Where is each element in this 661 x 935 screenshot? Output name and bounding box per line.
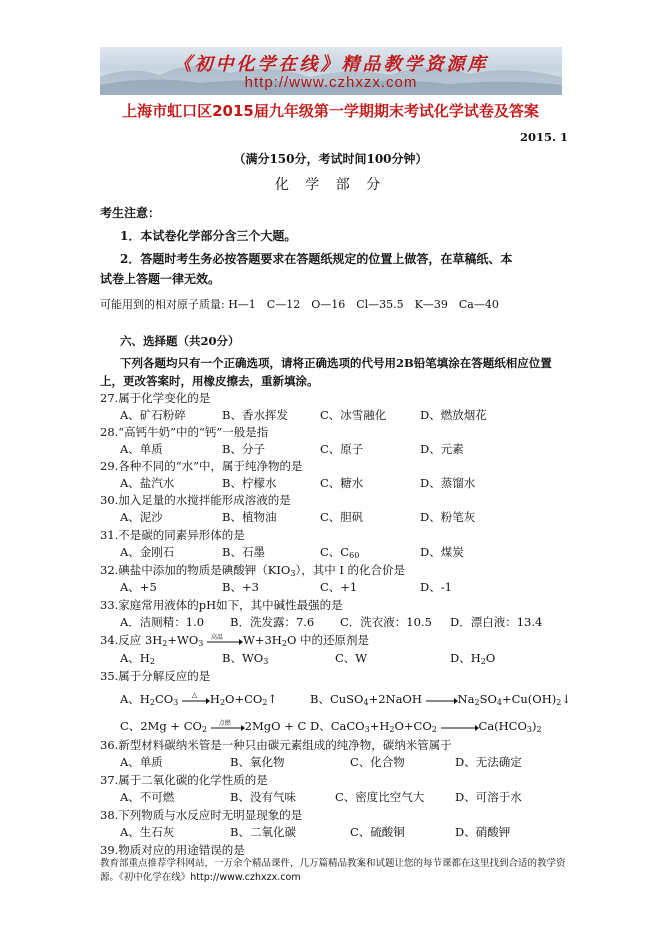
q35-c-sub-2: 2 (201, 725, 208, 734)
q27-option-b: B、香水挥发 (222, 408, 288, 422)
q33-option-d: D．漂白液：13.4 (450, 615, 543, 629)
q32-option-d: D、-1 (420, 580, 452, 594)
q35-a-sub-2b: 2 (219, 698, 226, 707)
q31-stem: 31.不是碳的同素异形体的是 (100, 528, 245, 542)
q30-option-b: B、植物油 (222, 510, 277, 524)
q35-option-b-post: Na (457, 692, 475, 706)
q37-option-b: B、没有气味 (230, 790, 296, 804)
q36-option-b: B、氧化物 (230, 755, 285, 769)
q28-option-c: C、原子 (320, 442, 364, 456)
notice-heading: 考生注意： (100, 206, 161, 220)
q35-d-reaction-arrow (441, 720, 479, 734)
q30-option-d: D、粉笔灰 (420, 510, 476, 524)
q35-option-d: D、$CaCO_3+H_2O+CO_2$ $Ca(HCO_3)_2$ (310, 719, 542, 734)
q35-d-sub-2: 2 (389, 725, 395, 734)
q39-stem: 39.物质对应的用途错误的是 (100, 843, 245, 857)
q35-c-reaction-arrow (211, 720, 245, 734)
q34-sub-2b: 2 (281, 639, 287, 648)
q27-option-d: D、燃放烟花 (420, 408, 487, 422)
q32-option-a: A、+5 (120, 580, 157, 594)
q34-option-b (222, 651, 268, 666)
q35-d-sub-3b: 3 (526, 725, 533, 734)
q34-option-a-text: A、H (120, 651, 150, 665)
part6-heading: 六、选择题（共20分） (120, 334, 240, 348)
q31-option-c (320, 545, 359, 560)
q34-condition: 高温 (211, 634, 224, 641)
footer-note: 教育部重点推荐学科网站，一万余个精品课件，几万篇精品教案和试题让您的每节课都在这里找到合适的教学资源。《初中化学在线》http://www.czhxzx.com (100, 858, 566, 883)
notice-item-1: 1．本试卷化学部分含三个大题。 (120, 229, 297, 243)
q31-option-b: B、石墨 (222, 545, 265, 559)
q38-option-d: D、硝酸钾 (455, 825, 511, 839)
q32-stem-sub: 3 (290, 569, 296, 578)
q35-option-a: A、$H_2CO_3$ △ $H_2O+CO_2↑$ (120, 692, 277, 707)
q29-option-d: D、蒸馏水 (420, 476, 476, 490)
q30-stem: 30.加入足量的水搅拌能形成溶液的是 (100, 493, 291, 507)
q34-sub-3: 3 (198, 639, 204, 648)
q35-a-sub-3: 3 (173, 698, 179, 707)
q35-b-reaction-arrow (426, 693, 458, 707)
q38-option-c: C、硫酸铜 (350, 825, 405, 839)
q34-option-b-text: B、WO (222, 651, 264, 665)
q35-d-sub-2b: 2 (431, 725, 437, 734)
q37-stem: 37.属于二氧化碳的化学性质的是 (100, 773, 268, 787)
q36-option-a: A、单质 (120, 755, 163, 769)
q34-option-b-sub: 3 (263, 657, 269, 666)
q31-option-c-sub: 60 (349, 551, 360, 560)
q35-option-d-pre: D、CaCO (310, 719, 365, 733)
q35-b-sub-2b: 2 (556, 698, 562, 707)
banner-url[interactable]: http://www.czhxzx.com (244, 74, 418, 91)
q34-option-c: C、W (335, 651, 368, 665)
q30-option-a: A、泥沙 (120, 510, 163, 524)
part6-instruction: 下列各题均只有一个正确选项，请将正确选项的代号用2B铅笔填涂在答题纸相应位置 (120, 356, 552, 370)
exam-date: 2015. 1 (520, 130, 569, 144)
q37-option-c: C、密度比空气大 (335, 790, 425, 804)
q37-option-a: A、不可燃 (120, 790, 175, 804)
q36-option-c: C、化合物 (350, 755, 405, 769)
q31-option-d: D、煤炭 (420, 545, 464, 559)
part6-instruction-cont: 上，更改答案时，用橡皮擦去，重新填涂。 (100, 374, 319, 388)
q35-d-sub-2c: 2 (536, 725, 542, 734)
q35-stem: 35.属于分解反应的是 (100, 669, 211, 683)
arrow-icon (211, 720, 245, 734)
section-title: 化 学 部 分 (274, 177, 387, 193)
q29-stem: 29.各种不同的“水”中，属于纯净物的是 (100, 459, 303, 473)
q35-option-c-pre: C、2Mg + CO (120, 719, 202, 733)
q34-option-d-text: D、H (450, 651, 481, 665)
q35-option-c-post: 2MgO + C (244, 719, 307, 733)
q28-option-b: B、分子 (222, 442, 265, 456)
q35-b-sub-4b: 4 (496, 698, 502, 707)
q29-option-a: A、盐汽水 (120, 476, 175, 490)
q35-a-sub-2: 2 (149, 698, 155, 707)
q37-option-d: D、可溶于水 (455, 790, 522, 804)
notice-item-2-cont: 试卷上答题一律无效。 (100, 272, 221, 286)
q38-option-b: B、二氧化碳 (230, 825, 296, 839)
header-banner (100, 47, 562, 95)
q31-option-c-text: C、C (320, 545, 350, 559)
q28-stem: 28.“高钙牛奶”中的“钙”一般是指 (100, 425, 269, 439)
q35-option-a-pre: A、H (120, 692, 150, 706)
q38-option-a: A、生石灰 (120, 825, 175, 839)
q34-stem-pre: 34.反应 3H (100, 633, 163, 647)
q35-option-b-pre: B、CuSO (310, 692, 364, 706)
atomic-masses: 可能用到的相对原子质量: H—1 C—12 O—16 Cl—35.5 K—39 Ca—40 (100, 298, 499, 311)
q35-option-a-post: H (209, 692, 220, 706)
q35-d-sub-3: 3 (364, 725, 370, 734)
q35-b-sub-4: 4 (363, 698, 369, 707)
q34-option-a (120, 651, 155, 666)
q34-reaction-arrow (207, 634, 243, 648)
q27-option-c: C、冰雪融化 (320, 408, 387, 422)
arrow-icon (441, 720, 479, 734)
q34-option-a-sub: 2 (149, 657, 155, 666)
q32-stem (100, 563, 405, 578)
q30-option-c: C、胆矾 (320, 510, 364, 524)
q31-option-a: A、金刚石 (120, 545, 175, 559)
q32-stem-pre: 32.碘盐中添加的物质是碘酸钾（KIO (100, 563, 291, 577)
q34-sub-2a: 2 (162, 639, 168, 648)
q38-stem: 38.下列物质与水反应时无明显现象的是 (100, 808, 303, 822)
notice-item-2: 2．答题时考生务必按答题要求在答题纸规定的位置上做答，在草稿纸、本 (120, 252, 513, 266)
q34-stem-mid2: W+3H (243, 633, 282, 647)
q35-option-b: B、CuSO$_4$+2NaOH $Na_2SO_4+Cu(OH)_2↓$ (310, 692, 571, 707)
q32-option-b: B、+3 (222, 580, 259, 594)
q34-option-d-sub: 2 (480, 657, 486, 666)
q35-a-sub-2c: 2 (262, 698, 268, 707)
banner-title: 《初中化学在线》精品教学资源库 (173, 54, 489, 75)
q36-stem: 36.新型材料碳纳米管是一种只由碳元素组成的纯净物，碳纳米管属于 (100, 738, 452, 752)
q27-stem: 27.属于化学变化的是 (100, 391, 211, 405)
q28-option-a: A、单质 (120, 442, 163, 456)
q33-option-c: C．洗衣液：10.5 (340, 615, 432, 629)
q32-stem-post: ），其中 I 的化合价是 (295, 563, 406, 577)
q33-option-b: B．洗发露：7.6 (230, 615, 315, 629)
q28-option-d: D、元素 (420, 442, 464, 456)
document-title: 上海市虹口区2015届九年级第一学期期末考试化学试卷及答案 (122, 102, 539, 120)
q34-stem-mid1: +WO (167, 633, 199, 647)
q34-stem (100, 633, 369, 648)
arrow-icon (182, 693, 210, 707)
q34-stem-post: O 中的还原剂是 (286, 633, 370, 647)
q33-stem: 33.家庭常用液体的pH如下，其中碱性最强的是 (100, 598, 343, 612)
q35-option-c (120, 719, 306, 734)
q35-a-reaction-arrow (182, 693, 210, 707)
q27-option-a: A、矿石粉碎 (120, 408, 186, 422)
q36-option-d: D、无法确定 (455, 755, 522, 769)
score-time: （满分150分，考试时间100分钟） (233, 152, 428, 166)
q33-option-a: A．洁厕精：1.0 (120, 615, 205, 629)
q34-option-d: D、$H_2O$ (450, 651, 496, 666)
q35-option-d-post: Ca(HCO (478, 719, 527, 733)
arrow-icon (207, 634, 243, 648)
q35-b-sub-2: 2 (474, 698, 480, 707)
q29-option-c: C、糖水 (320, 476, 364, 490)
arrow-icon (426, 693, 458, 707)
q29-option-b: B、柠檬水 (222, 476, 277, 490)
q35-c-condition: 点燃 (218, 720, 231, 727)
q35-a-condition: △ (191, 691, 198, 699)
q32-option-c: C、+1 (320, 580, 358, 594)
